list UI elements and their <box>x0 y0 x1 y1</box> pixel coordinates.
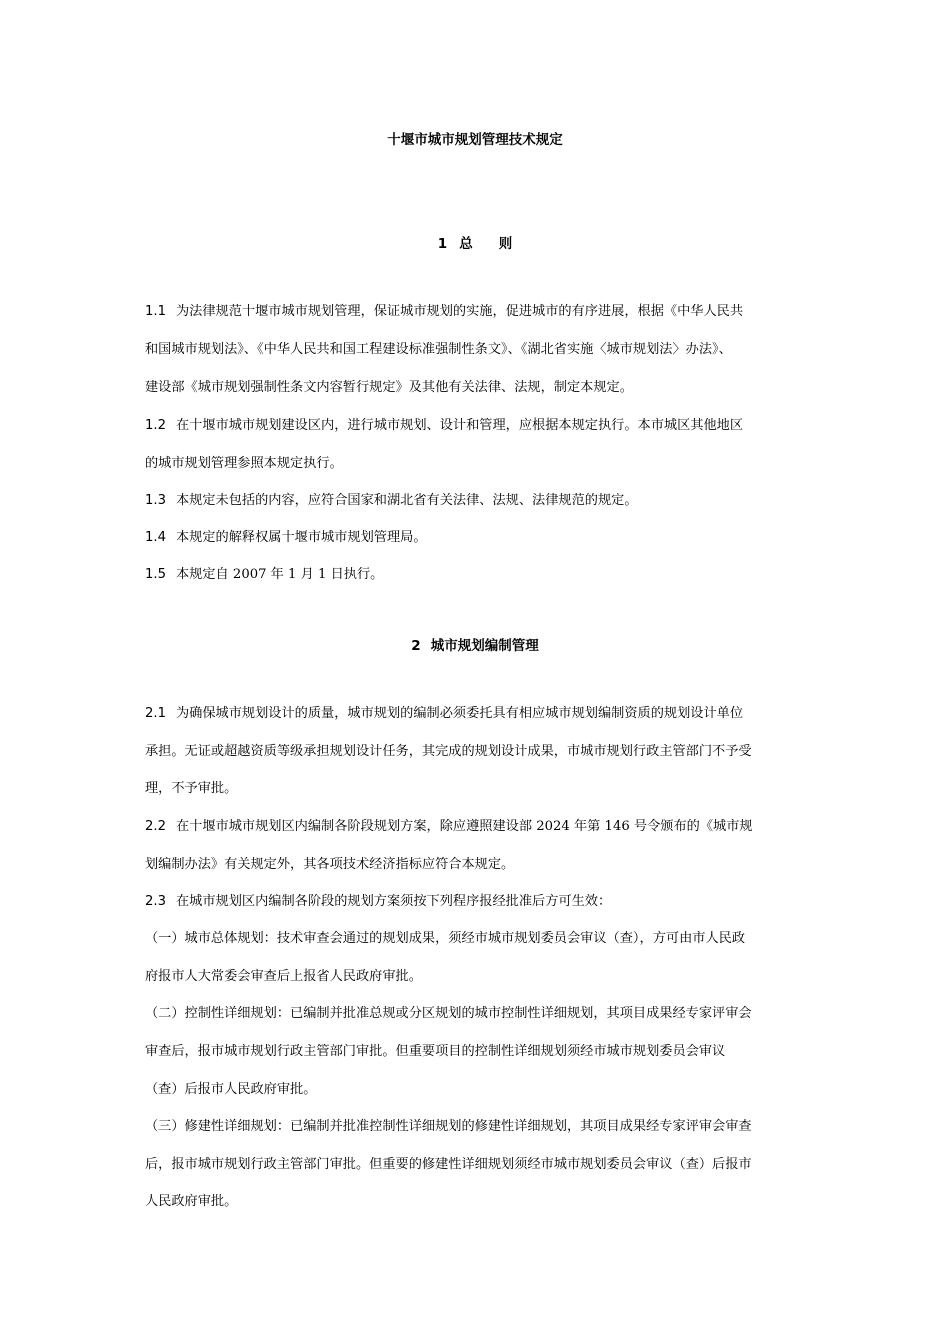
paragraph-line <box>145 1118 752 1136</box>
clause-text: 本规定自 2007 年 1 月 1 日执行。 <box>175 567 384 582</box>
section-title-part: 则 <box>498 236 513 252</box>
clause-text: 人民政府审批。 <box>145 1194 238 1209</box>
section-number: 1 <box>437 236 448 252</box>
clause-text: （三）修建性详细规划：已编制并批准控制性详细规划的修建性详细规划，其项目成果经专家评审会审查 <box>145 1119 752 1134</box>
clause-text: 承担。无证或超越资质等级承担规划设计任务，其完成的规划设计成果，市城市规划行政主管部门不予受 <box>145 744 752 759</box>
clause-text: 府报市人大常委会审查后上报省人民政府审批。 <box>145 969 422 984</box>
paragraph-line <box>145 492 638 510</box>
paragraph-line <box>145 743 752 761</box>
clause-number: 1.5 <box>145 567 166 582</box>
paragraph-line <box>145 455 343 473</box>
clause-number: 2.3 <box>145 894 166 909</box>
clause-text: 为确保城市规划设计的质量，城市规划的编制必须委托具有相应城市规划编制资质的规划设计单位 <box>175 706 744 721</box>
paragraph-line <box>145 818 753 836</box>
section-heading-2 <box>0 634 950 654</box>
clause-text: 为法律规范十堰市城市规划管理，保证城市规划的实施，促进城市的有序进展，根据《中华人民共 <box>175 304 744 319</box>
clause-number: 1.2 <box>145 418 166 433</box>
paragraph-line <box>145 566 383 584</box>
clause-text: 后，报市城市规划行政主管部门审批。但重要的修建性详细规划须经市城市规划委员会审议（查）后报市 <box>145 1157 752 1172</box>
clause-text: 和国城市规划法》、《中华人民共和国工程建设标准强制性条文》、《湖北省实施〈城市规划法〉办法》、 <box>145 342 732 357</box>
section-heading-1 <box>0 232 950 252</box>
clause-text: 理，不予审批。 <box>145 781 238 796</box>
clause-number: 1.4 <box>145 530 166 545</box>
paragraph-line <box>145 1043 725 1061</box>
clause-text: 划编制办法》有关规定外，其各项技术经济指标应符合本规定。 <box>145 857 515 872</box>
clause-text: 在城市规划区内编制各阶段的规划方案须按下列程序报经批准后方可生效： <box>175 894 612 909</box>
paragraph-line <box>145 1156 752 1174</box>
paragraph-line <box>145 379 633 397</box>
clause-text: 审查后，报市城市规划行政主管部门审批。但重要项目的控制性详细规划须经市城市规划委员会审议 <box>145 1044 726 1059</box>
paragraph-line <box>145 856 514 874</box>
paragraph-line <box>145 1005 752 1023</box>
section-title: 城市规划编制管理 <box>430 638 539 654</box>
paragraph-line <box>145 1193 237 1211</box>
paragraph-line <box>145 705 743 723</box>
paragraph-line <box>145 930 745 948</box>
clause-number: 2.1 <box>145 706 166 721</box>
paragraph-line <box>145 780 237 798</box>
clause-text: 在十堰市城市规划区内编制各阶段规划方案，除应遵照建设部 2024 年第 146 号令颁布的《城市规 <box>175 819 753 834</box>
clause-text: 本规定未包括的内容，应符合国家和湖北省有关法律、法规、法律规范的规定。 <box>175 493 638 508</box>
paragraph-line <box>145 893 611 911</box>
paragraph-line <box>145 968 422 986</box>
paragraph-line <box>145 1081 316 1099</box>
clause-text: （一）城市总体规划：技术审查会通过的规划成果，须经市城市规划委员会审议（查），方可由市人民政 <box>145 931 746 946</box>
clause-number: 2.2 <box>145 819 166 834</box>
paragraph-line <box>145 341 732 359</box>
clause-number: 1.1 <box>145 304 166 319</box>
clause-text: 本规定的解释权属十堰市城市规划管理局。 <box>175 530 427 545</box>
document-title: 十堰市城市规划管理技术规定 <box>387 132 563 148</box>
clause-text: （二）控制性详细规划：已编制并批准总规或分区规划的城市控制性详细规划，其项目成果经专家评审会 <box>145 1006 752 1021</box>
paragraph-line <box>145 303 743 321</box>
clause-text: 在十堰市城市规划建设区内，进行城市规划、设计和管理，应根据本规定执行。本市城区其他地区 <box>175 418 744 433</box>
paragraph-line <box>145 529 427 547</box>
clause-text: 的城市规划管理参照本规定执行。 <box>145 456 343 471</box>
paragraph-line <box>145 417 743 435</box>
section-title-part: 总 <box>459 236 473 252</box>
section-number: 2 <box>411 638 421 654</box>
clause-number: 1.3 <box>145 493 166 508</box>
clause-text: 建设部《城市规划强制性条文内容暂行规定》及其他有关法律、法规，制定本规定。 <box>145 380 633 395</box>
clause-text: （查）后报市人民政府审批。 <box>145 1082 317 1097</box>
